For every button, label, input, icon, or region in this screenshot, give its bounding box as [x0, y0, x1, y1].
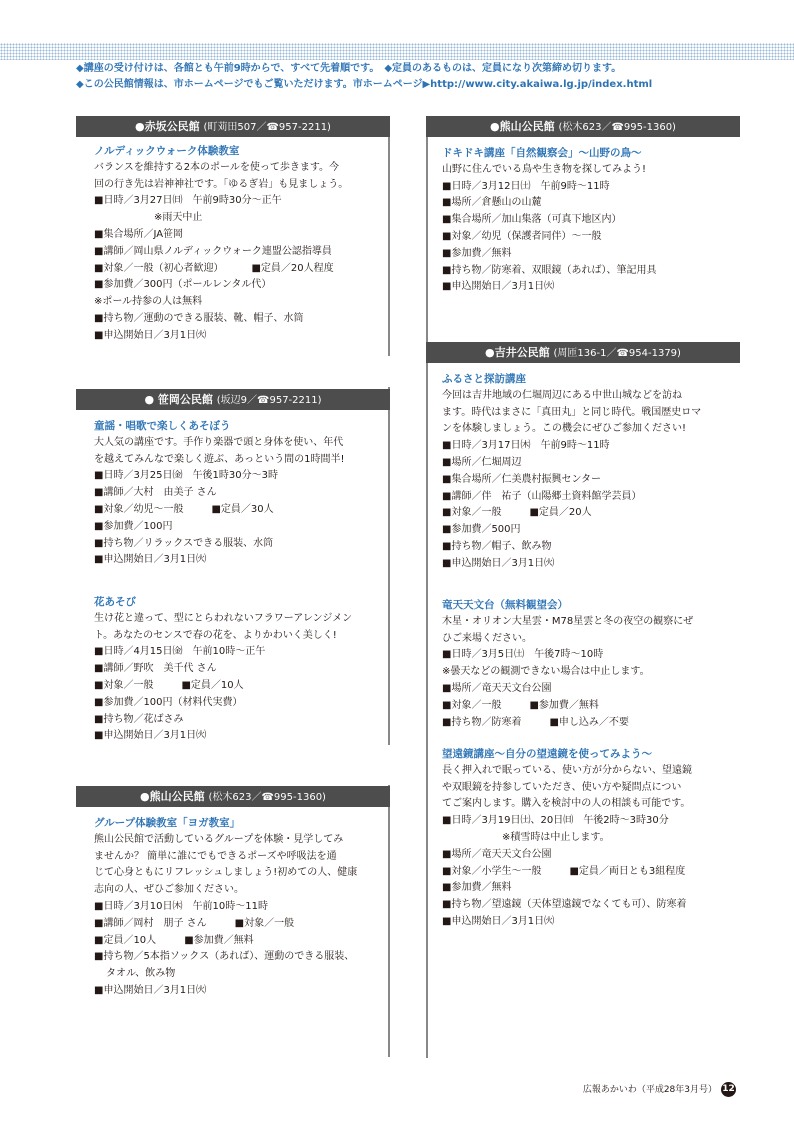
- course-description: を越えてみんなで楽しく遊ぶ、あっという間の1時間半!: [94, 453, 345, 465]
- course-place: ■場所／倉懸山の山麓: [442, 197, 542, 209]
- course-teacher: ■講師／大村 由美子 さん: [94, 487, 217, 499]
- course-capacity: ■定員／10人: [94, 934, 157, 946]
- footer-label: 広報あかいわ（平成28年3月号）: [582, 1085, 717, 1095]
- course-items: ■持ち物／運動のできる服装、靴、帽子、水筒: [94, 312, 304, 324]
- course-items: ■持ち物／花ばさみ: [94, 713, 184, 725]
- course-capacity: ■定員／30人: [211, 503, 274, 515]
- course-fee: ■参加費／300円（ポールレンタル代）: [94, 279, 272, 291]
- course-description: 大人気の講座です。手作り楽器で頭と身体を使い、年代: [94, 436, 344, 448]
- course-teacher: ■講師／野吹 美千代 さん: [94, 663, 217, 675]
- course-description: バランスを維持する2本のポールを使って歩きます。今: [94, 161, 340, 173]
- course-teacher: ■講師／岡山県ノルディックウォーク連盟公認指導員: [94, 245, 332, 257]
- course-target: ■対象／幼児（保護者同伴）～一般: [442, 230, 602, 242]
- course-description: ト。あなたのセンスで春の花を、よりかわいく美しく!: [94, 629, 337, 641]
- course-description: ひご来場ください。: [442, 632, 532, 644]
- course-apply-date: ■申込開始日／3月1日㈫: [442, 281, 555, 293]
- course-description: 熊山公民館で活動しているグループを体験・見学してみ: [94, 833, 344, 845]
- course-apply: ■申し込み／不要: [549, 716, 629, 728]
- course-target: ■対象／小学生～一般: [442, 865, 542, 877]
- course-title: ノルディックウォーク体験教室: [94, 145, 240, 157]
- akasaka-header-name: ●赤坂公民館: [135, 120, 200, 133]
- course-date: ■日時／3月25日㈮ 午後1時30分～3時: [94, 470, 278, 482]
- course-fee: ■参加費／500円: [442, 524, 521, 536]
- kumayama-nature-course: [442, 145, 742, 296]
- course-fee: ■参加費／無料: [442, 882, 512, 894]
- course-date: ■日時／3月17日㈭ 午前9時～11時: [442, 440, 610, 452]
- course-note: ※曇天などの観測できない場合は中止します。: [442, 666, 650, 678]
- course-description: 山野に住んでいる鳥や生き物を探してみよう!: [442, 163, 647, 175]
- course-target: ■対象／一般: [234, 917, 295, 929]
- notice-line-1: ◆講座の受け付けは、各館とも午前9時からで、すべて先着順です。 ◆定員のあるものは、定員になり次第締め切ります。: [76, 63, 622, 74]
- course-capacity: ■定員／両日とも3組程度: [569, 865, 686, 877]
- course-title: ふるさと探訪講座: [442, 373, 526, 385]
- course-fee: ■参加費／100円: [94, 520, 173, 532]
- course-fee: ■参加費／無料: [529, 699, 599, 711]
- course-description: 回の行き先は岩神神社です。「ゆるぎ岩」も見ましょう。: [94, 178, 349, 190]
- course-capacity: ■定員／20人程度: [251, 262, 334, 274]
- course-date: ■日時／3月19日㈯、20日㈰ 午後2時～3時30分: [442, 815, 669, 827]
- course-description: 長く押入れで眠っている、使い方が分からない、望遠鏡: [442, 764, 692, 776]
- course-description: 生け花と違って、型にとらわれないフラワーアレンジメン: [94, 612, 353, 624]
- akasaka-course: [94, 143, 388, 345]
- right-column-divider: [426, 116, 428, 1058]
- course-items: ■持ち物／リラックスできる服装、水筒: [94, 537, 274, 549]
- page-footer: [583, 1082, 736, 1097]
- sasaoka-course-2: [94, 594, 388, 745]
- course-title: ドキドキ講座「自然観察会」～山野の鳥～: [442, 147, 642, 159]
- course-title: 竜天天文台（無料観望会）: [442, 599, 568, 611]
- yoshii-course-3: [442, 746, 742, 931]
- notice-line-2: ◆この公民館情報は、市ホームページでもご覧いただけます。市ホームページ▶http://www.city.akaiwa.lg.jp/index.html: [76, 79, 653, 90]
- course-note: ※積雪時は中止します。: [502, 831, 610, 843]
- course-items: ■持ち物／望遠鏡（天体望遠鏡でなくても可）、防寒着: [442, 899, 687, 911]
- course-place: ■場所／仁堀周辺: [442, 456, 522, 468]
- sasaoka-header-address: (坂辺9／☎957-2211): [216, 395, 322, 406]
- akasaka-header: [76, 116, 390, 137]
- course-meeting-place: ■集合場所／加山集落（可真下地区内）: [442, 214, 622, 226]
- course-title: 望遠鏡講座～自分の望遠鏡を使ってみよう～: [442, 748, 652, 760]
- yoshii-header: [426, 342, 740, 363]
- course-place: ■場所／竜天天文台公園: [442, 848, 552, 860]
- course-apply-date: ■申込開始日／3月1日㈫: [94, 984, 207, 996]
- course-capacity: ■定員／10人: [181, 679, 244, 691]
- course-description: 今回は吉井地域の仁堀周辺にある中世山城などを訪ね: [442, 389, 682, 401]
- top-decorative-band: [0, 43, 794, 60]
- course-note: ※ポール持参の人は無料: [94, 296, 203, 308]
- course-items: ■持ち物／防寒着、双眼鏡（あれば）、筆記用具: [442, 264, 657, 276]
- yoshii-course-1: [442, 371, 742, 573]
- kumayama-right-header: [426, 116, 740, 137]
- course-title: 童謡・唱歌で楽しくあそぼう: [94, 420, 231, 432]
- course-meeting-place: ■集合場所／JA笹岡: [94, 228, 184, 240]
- course-date: ■日時／3月27日㈰ 午前9時30分～正午: [94, 195, 282, 207]
- course-items: タオル、飲み物: [106, 968, 176, 980]
- page-number: 12: [721, 1082, 736, 1097]
- course-title: 花あそび: [94, 596, 136, 608]
- course-items: ■持ち物／防寒着: [442, 716, 522, 728]
- course-apply-date: ■申込開始日／3月1日㈫: [94, 730, 207, 742]
- course-apply-date: ■申込開始日／3月1日㈫: [442, 915, 555, 927]
- course-date: ■日時／4月15日㈮ 午前10時～正午: [94, 646, 266, 658]
- kumayama-header-name: ●熊山公民館: [490, 120, 555, 133]
- sasaoka-header: [76, 389, 390, 410]
- course-description: ませんか？ 簡単に誰にでもできるポーズや呼吸法を通: [94, 850, 337, 862]
- course-fee: ■参加費／無料: [442, 247, 512, 259]
- course-note: ※雨天中止: [154, 212, 203, 224]
- course-description: じて心身ともにリフレッシュしましょう!初めての人、健康: [94, 867, 358, 879]
- kumayama-header-name: ●熊山公民館: [140, 790, 205, 803]
- course-fee: ■参加費／100円（材料代実費）: [94, 696, 243, 708]
- yoshii-header-address: (周匝136-1／☎954-1379): [553, 348, 681, 359]
- course-teacher: ■講師／岡村 朋子 さん: [94, 917, 207, 929]
- course-target: ■対象／一般: [442, 507, 502, 519]
- course-target: ■対象／一般: [442, 699, 502, 711]
- yoshii-course-2: [442, 597, 742, 731]
- course-items: ■持ち物／5本指ソックス（あれば）、運動のできる服装、: [94, 951, 355, 963]
- course-description: ンを体験しましょう。この機会にぜひご参加ください!: [442, 423, 687, 435]
- kumayama-left-header: [76, 786, 390, 807]
- course-description: 木星・オリオン大星雲・M78星雲と冬の夜空の観察にぜ: [442, 615, 694, 627]
- yoshii-header-name: ●吉井公民館: [485, 346, 550, 359]
- course-target: ■対象／一般: [94, 679, 154, 691]
- course-fee: ■参加費／無料: [184, 934, 254, 946]
- course-apply-date: ■申込開始日／3月1日㈫: [94, 329, 207, 341]
- kumayama-header-address: (松木623／☎995-1360): [208, 792, 326, 803]
- course-description: や双眼鏡を持参していただき、使い方や疑問点につい: [442, 781, 682, 793]
- course-description: ます。時代はまさに「真田丸」と同じ時代。戦国歴史ロマ: [442, 406, 702, 418]
- course-date: ■日時／3月10日㈭ 午前10時～11時: [94, 900, 268, 912]
- course-date: ■日時／3月5日㈯ 午後7時～10時: [442, 649, 604, 661]
- sasaoka-header-name: ● 笹岡公民館: [144, 393, 213, 406]
- kumayama-header-address: (松木623／☎995-1360): [558, 122, 676, 133]
- course-capacity: ■定員／20人: [529, 507, 592, 519]
- sasaoka-course-1: [94, 418, 388, 569]
- course-meeting-place: ■集合場所／仁美農村振興センター: [442, 473, 602, 485]
- course-target: ■対象／一般（初心者歓迎）: [94, 262, 224, 274]
- course-items: ■持ち物／帽子、飲み物: [442, 540, 552, 552]
- course-target: ■対象／幼児～一般: [94, 503, 184, 515]
- course-apply-date: ■申込開始日／3月1日㈫: [442, 557, 555, 569]
- akasaka-header-address: (町苅田507／☎957-2211): [203, 122, 331, 133]
- course-description: てご案内します。購入を検討中の人の相談も可能です。: [442, 798, 691, 810]
- course-place: ■場所／竜天天文台公園: [442, 682, 552, 694]
- course-teacher: ■講師／伴 祐子（山陽郷土資料館学芸員）: [442, 490, 642, 502]
- kumayama-yoga-course: [94, 815, 388, 1000]
- course-description: 志向の人、ぜひご参加ください。: [94, 884, 244, 896]
- course-date: ■日時／3月12日㈯ 午前9時～11時: [442, 180, 610, 192]
- course-apply-date: ■申込開始日／3月1日㈫: [94, 554, 207, 566]
- course-title: グループ体験教室「ヨガ教室」: [94, 817, 241, 829]
